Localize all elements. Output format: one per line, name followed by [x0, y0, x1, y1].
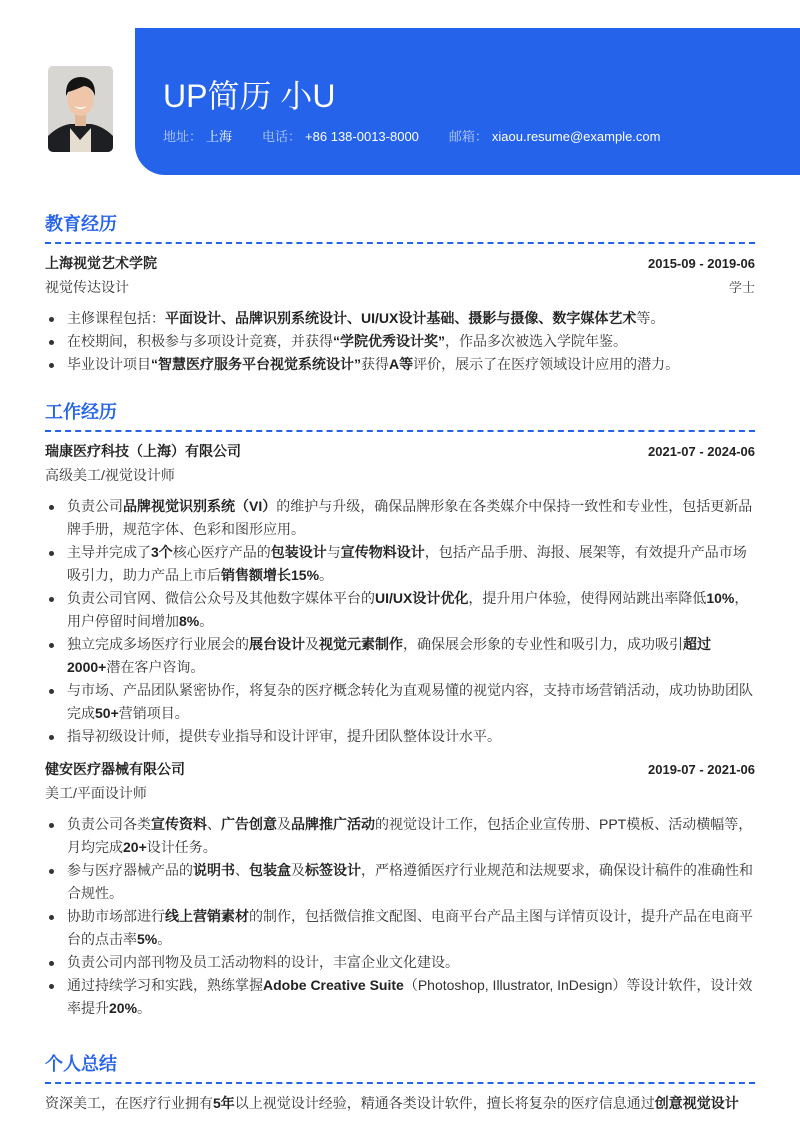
- emphasis-text: 销售额增长15%: [221, 567, 320, 583]
- date-range: 2019-07 - 2021-06: [648, 762, 755, 777]
- bullet-item: 通过持续学习和实践，熟练掌握Adobe Creative Suite（Photoshop, Illustrator, InDesign）等设计软件，设计效率提升20%。: [45, 974, 755, 1020]
- bullet-item: 毕业设计项目“智慧医疗服务平台视觉系统设计”获得A等评价，展示了在医疗领域设计应用的潜力。: [45, 353, 755, 376]
- emphasis-text: 50+: [95, 705, 119, 721]
- emphasis-text: Adobe Creative Suite: [263, 977, 404, 993]
- section-divider: [45, 1082, 755, 1084]
- bullet-item: 负责公司官网、微信公众号及其他数字媒体平台的UI/UX设计优化，提升用户体验，使得网站跳出率降低10%，用户停留时间增加8%。: [45, 587, 755, 633]
- contact-email: [449, 128, 661, 146]
- emphasis-text: 20%: [109, 1000, 138, 1016]
- emphasis-text: “智慧医疗服务平台视觉系统设计”: [151, 356, 361, 372]
- section-title: 教育经历: [45, 214, 117, 234]
- education-section: [45, 210, 755, 376]
- contact-info: [163, 128, 690, 146]
- emphasis-text: 展台设计: [249, 636, 305, 652]
- emphasis-text: 3个: [151, 544, 173, 560]
- emphasis-text: 10%: [706, 590, 735, 606]
- emphasis-text: 平面设计、品牌识别系统设计、UI/UX设计基础、摄影与摄像、数字媒体艺术: [165, 310, 637, 326]
- emphasis-text: 20+: [123, 839, 147, 855]
- date-range: 2015-09 - 2019-06: [648, 256, 755, 271]
- bullet-item: 在校期间，积极参与多项设计竞赛，并获得“学院优秀设计奖”，作品多次被选入学院年鉴。: [45, 330, 755, 353]
- summary-section: [45, 1050, 755, 1115]
- company-name: 瑞康医疗科技（上海）有限公司: [45, 443, 241, 459]
- bullet-item: 负责公司各类宣传资料、广告创意及品牌推广活动的视觉设计工作，包括企业宣传册、PPT模板、活动横幅等，月均完成20+设计任务。: [45, 813, 755, 859]
- email-value[interactable]: xiaou.resume@example.com: [491, 129, 661, 144]
- section-divider: [45, 430, 755, 432]
- emphasis-text: 视觉元素制作: [319, 636, 403, 652]
- bullet-list: [45, 495, 755, 748]
- degree: 学士: [728, 280, 755, 295]
- job-title: 高级美工/视觉设计师: [45, 467, 175, 483]
- contact-address: [163, 128, 232, 146]
- work-entry: [45, 758, 755, 1020]
- work-section: [45, 398, 755, 1020]
- bullet-list: [45, 813, 755, 1020]
- emphasis-text: 宣传物料设计: [340, 544, 425, 560]
- phone-value[interactable]: +86 138-0013-8000: [305, 129, 419, 144]
- emphasis-text: UI/UX设计优化: [375, 590, 469, 606]
- summary-text: 资深美工，在医疗行业拥有5年以上视觉设计经验，精通各类设计软件，擅长将复杂的医疗信息通过创意视觉设计: [45, 1095, 739, 1111]
- school-name: 上海视觉艺术学院: [45, 255, 157, 271]
- section-title: 工作经历: [45, 402, 117, 422]
- emphasis-text: 品牌视觉识别系统（VI）: [123, 498, 277, 514]
- company-name: 健安医疗器械有限公司: [45, 761, 185, 777]
- job-title: 美工/平面设计师: [45, 785, 147, 801]
- address-label: 地址：: [163, 129, 203, 144]
- emphasis-text: 5%: [137, 931, 158, 947]
- emphasis-text: 包装设计: [270, 544, 327, 560]
- work-entry: [45, 440, 755, 748]
- section-title: 个人总结: [45, 1054, 117, 1074]
- education-entry: [45, 252, 755, 376]
- address-value: 上海: [206, 129, 233, 144]
- emphasis-text: “学院优秀设计奖”: [333, 333, 445, 349]
- emphasis-text: 品牌推广活动: [291, 816, 375, 832]
- bullet-item: 主修课程包括：平面设计、品牌识别系统设计、UI/UX设计基础、摄影与摄像、数字媒体艺术等。: [45, 307, 755, 330]
- contact-phone: [262, 128, 419, 146]
- bullet-item: 与市场、产品团队紧密协作，将复杂的医疗概念转化为直观易懂的视觉内容，支持市场营销活动，成功协助团队完成50+营销项目。: [45, 679, 755, 725]
- emphasis-text: 8%: [179, 613, 200, 629]
- emphasis-text: 线上营销素材: [165, 908, 249, 924]
- bullet-item: 参与医疗器械产品的说明书、包装盒及标签设计，严格遵循医疗行业规范和法规要求，确保设计稿件的准确性和合规性。: [45, 859, 755, 905]
- emphasis-text: 广告创意: [221, 816, 277, 832]
- bullet-list: [45, 307, 755, 376]
- emphasis-text: 包装盒: [249, 862, 291, 878]
- emphasis-text: 宣传资料: [151, 816, 207, 832]
- section-divider: [45, 242, 755, 244]
- email-label: 邮箱：: [448, 129, 488, 144]
- bullet-item: 协助市场部进行线上营销素材的制作，包括微信推文配图、电商平台产品主图与详情页设计，提升产品在电商平台的点击率5%。: [45, 905, 755, 951]
- emphasis-text: 说明书: [193, 862, 235, 878]
- emphasis-text: 标签设计: [305, 862, 361, 878]
- major: 视觉传达设计: [45, 279, 129, 295]
- candidate-name: UP简历 小U: [163, 78, 336, 114]
- bullet-item: 指导初级设计师，提供专业指导和设计评审，提升团队整体设计水平。: [45, 725, 755, 748]
- bullet-item: 主导并完成了3个核心医疗产品的包装设计与宣传物料设计，包括产品手册、海报、展架等，有效提升产品市场吸引力，助力产品上市后销售额增长15%。: [45, 541, 755, 587]
- date-range: 2021-07 - 2024-06: [648, 444, 755, 459]
- bullet-item: 负责公司品牌视觉识别系统（VI）的维护与升级，确保品牌形象在各类媒介中保持一致性和专业性，包括更新品牌手册，规范字体、色彩和图形应用。: [45, 495, 755, 541]
- emphasis-text: 创意视觉设计: [654, 1095, 739, 1111]
- emphasis-text: A等: [389, 356, 414, 372]
- resume-body: [45, 210, 755, 1130]
- avatar: [48, 66, 113, 152]
- bullet-item: 独立完成多场医疗行业展会的展台设计及视觉元素制作，确保展会形象的专业性和吸引力，成功吸引超过2000+潜在客户咨询。: [45, 633, 755, 679]
- emphasis-text: 超过2000+: [67, 636, 711, 675]
- bullet-item: 负责公司内部刊物及员工活动物料的设计，丰富企业文化建设。: [45, 951, 755, 974]
- emphasis-text: 5年: [213, 1095, 235, 1111]
- phone-label: 电话：: [262, 129, 302, 144]
